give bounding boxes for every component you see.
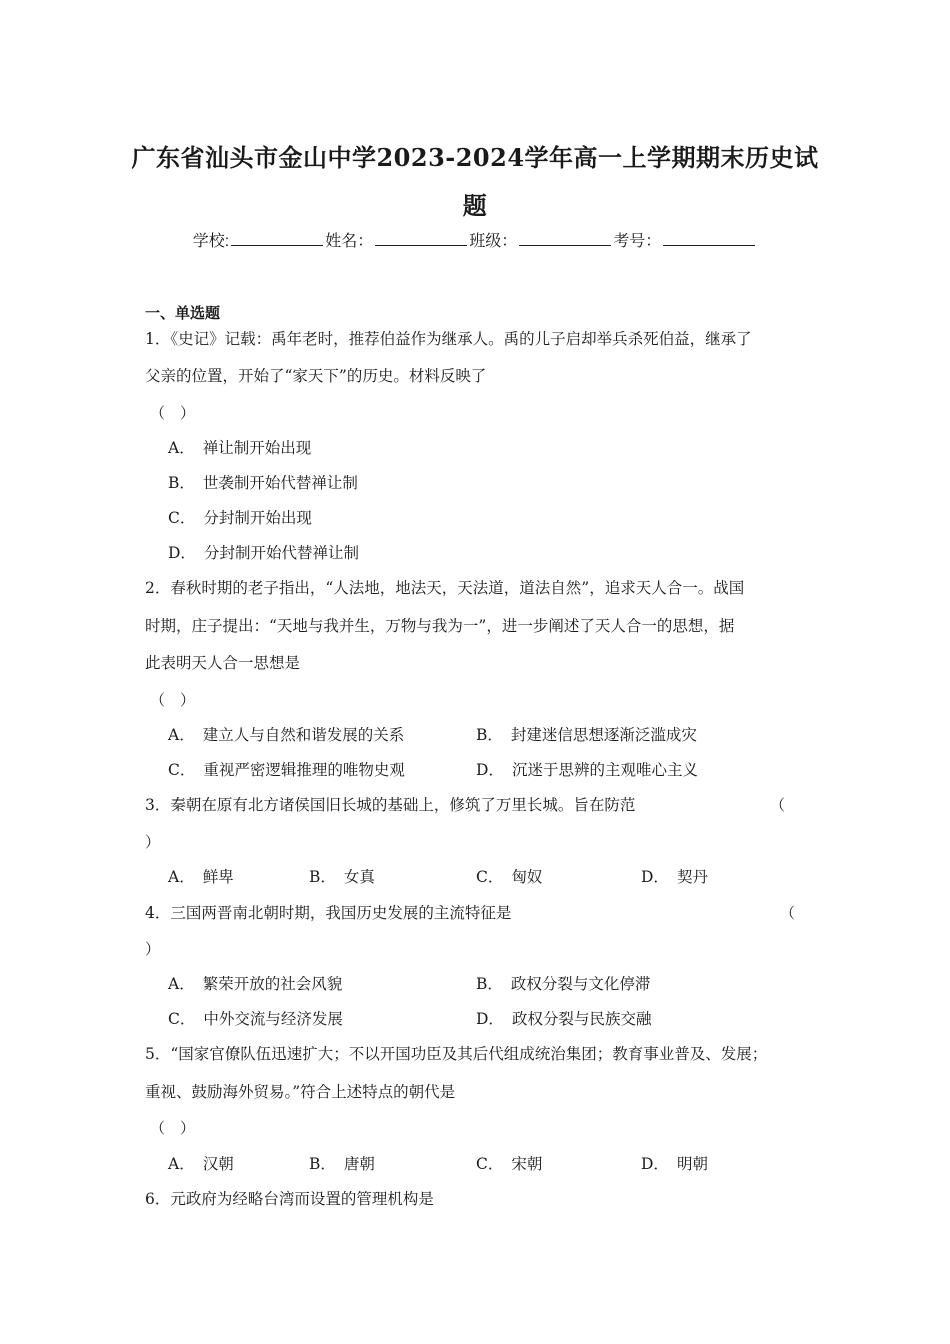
- question-6-text: 6．元政府为经略台湾而设置的管理机构是: [145, 1190, 434, 1208]
- class-label: 班级：: [469, 233, 518, 250]
- school-label: 学校:: [192, 233, 230, 250]
- option-c[interactable]: C． 匈奴: [476, 868, 543, 886]
- option-a[interactable]: A． 汉朝: [168, 1155, 234, 1173]
- answer-paren-left: （: [780, 904, 796, 922]
- option-c[interactable]: C． 中外交流与经济发展: [168, 1010, 343, 1028]
- name-label: 姓名：: [325, 233, 374, 250]
- option-b[interactable]: B． 世袭制开始代替禅让制: [168, 474, 358, 492]
- question-5-text: 5．“国家官僚队伍迅速扩大；不以开国功臣及其后代组成统治集团；教育事业普及、发展；: [145, 1045, 768, 1063]
- exam-title-continued: 题: [462, 191, 488, 220]
- question-2-text: 此表明天人合一思想是: [145, 654, 301, 672]
- question-4-text: 4．三国两晋南北朝时期，我国历史发展的主流特征是: [145, 904, 512, 922]
- question-1-text: 父亲的位置，开始了“家天下”的历史。材料反映了: [145, 367, 487, 385]
- number-label: 考号：: [613, 233, 662, 250]
- answer-paren-right: ）: [145, 833, 161, 851]
- section-heading: 一、单选题: [145, 305, 221, 322]
- number-blank[interactable]: [663, 231, 755, 246]
- option-c[interactable]: C． 分封制开始出现: [168, 509, 312, 527]
- option-c[interactable]: C． 重视严密逻辑推理的唯物史观: [168, 761, 405, 779]
- question-5-text: 重视、鼓励海外贸易。”符合上述特点的朝代是: [145, 1083, 456, 1101]
- answer-paren-left: （: [770, 796, 786, 814]
- option-c[interactable]: C． 宋朝: [476, 1155, 543, 1173]
- option-a[interactable]: A． 建立人与自然和谐发展的关系: [168, 726, 405, 744]
- name-blank[interactable]: [375, 231, 467, 246]
- exam-title: 广东省汕头市金山中学2023-2024学年高一上学期期末历史试: [131, 143, 819, 172]
- option-b[interactable]: B． 政权分裂与文化停滞: [476, 975, 651, 993]
- class-blank[interactable]: [519, 231, 611, 246]
- answer-paren: （ ）: [150, 404, 196, 422]
- option-a[interactable]: A． 鲜卑: [168, 868, 234, 886]
- question-2-text: 时期，庄子提出：“天地与我并生，万物与我为一”，进一步阐述了天人合一的思想，据: [145, 617, 735, 635]
- option-a[interactable]: A． 禅让制开始出现: [168, 439, 312, 457]
- option-b[interactable]: B． 封建迷信思想逐渐泛滥成灾: [476, 726, 697, 744]
- answer-paren: （ ）: [150, 691, 196, 709]
- option-b[interactable]: B． 女真: [309, 868, 375, 886]
- option-d[interactable]: D． 契丹: [641, 868, 708, 886]
- question-2-text: 2．春秋时期的老子指出，“人法地，地法天，天法道，道法自然”，追求天人合一。战国: [145, 579, 745, 597]
- option-d[interactable]: D． 政权分裂与民族交融: [476, 1010, 652, 1028]
- answer-paren: （ ）: [150, 1119, 196, 1137]
- option-b[interactable]: B． 唐朝: [309, 1155, 375, 1173]
- question-3-text: 3．秦朝在原有北方诸侯国旧长城的基础上，修筑了万里长城。旨在防范: [145, 796, 636, 814]
- student-info-line: [120, 228, 830, 251]
- option-d[interactable]: D． 分封制开始代替禅让制: [168, 544, 359, 562]
- option-d[interactable]: D． 沉迷于思辨的主观唯心主义: [476, 761, 698, 779]
- option-d[interactable]: D． 明朝: [641, 1155, 708, 1173]
- school-blank[interactable]: [231, 231, 323, 246]
- option-a[interactable]: A． 繁荣开放的社会风貌: [168, 975, 343, 993]
- answer-paren-right: ）: [145, 940, 161, 958]
- question-1-text: 1．《史记》记载：禹年老时，推荐伯益作为继承人。禹的儿子启却举兵杀死伯益，继承了: [145, 330, 752, 348]
